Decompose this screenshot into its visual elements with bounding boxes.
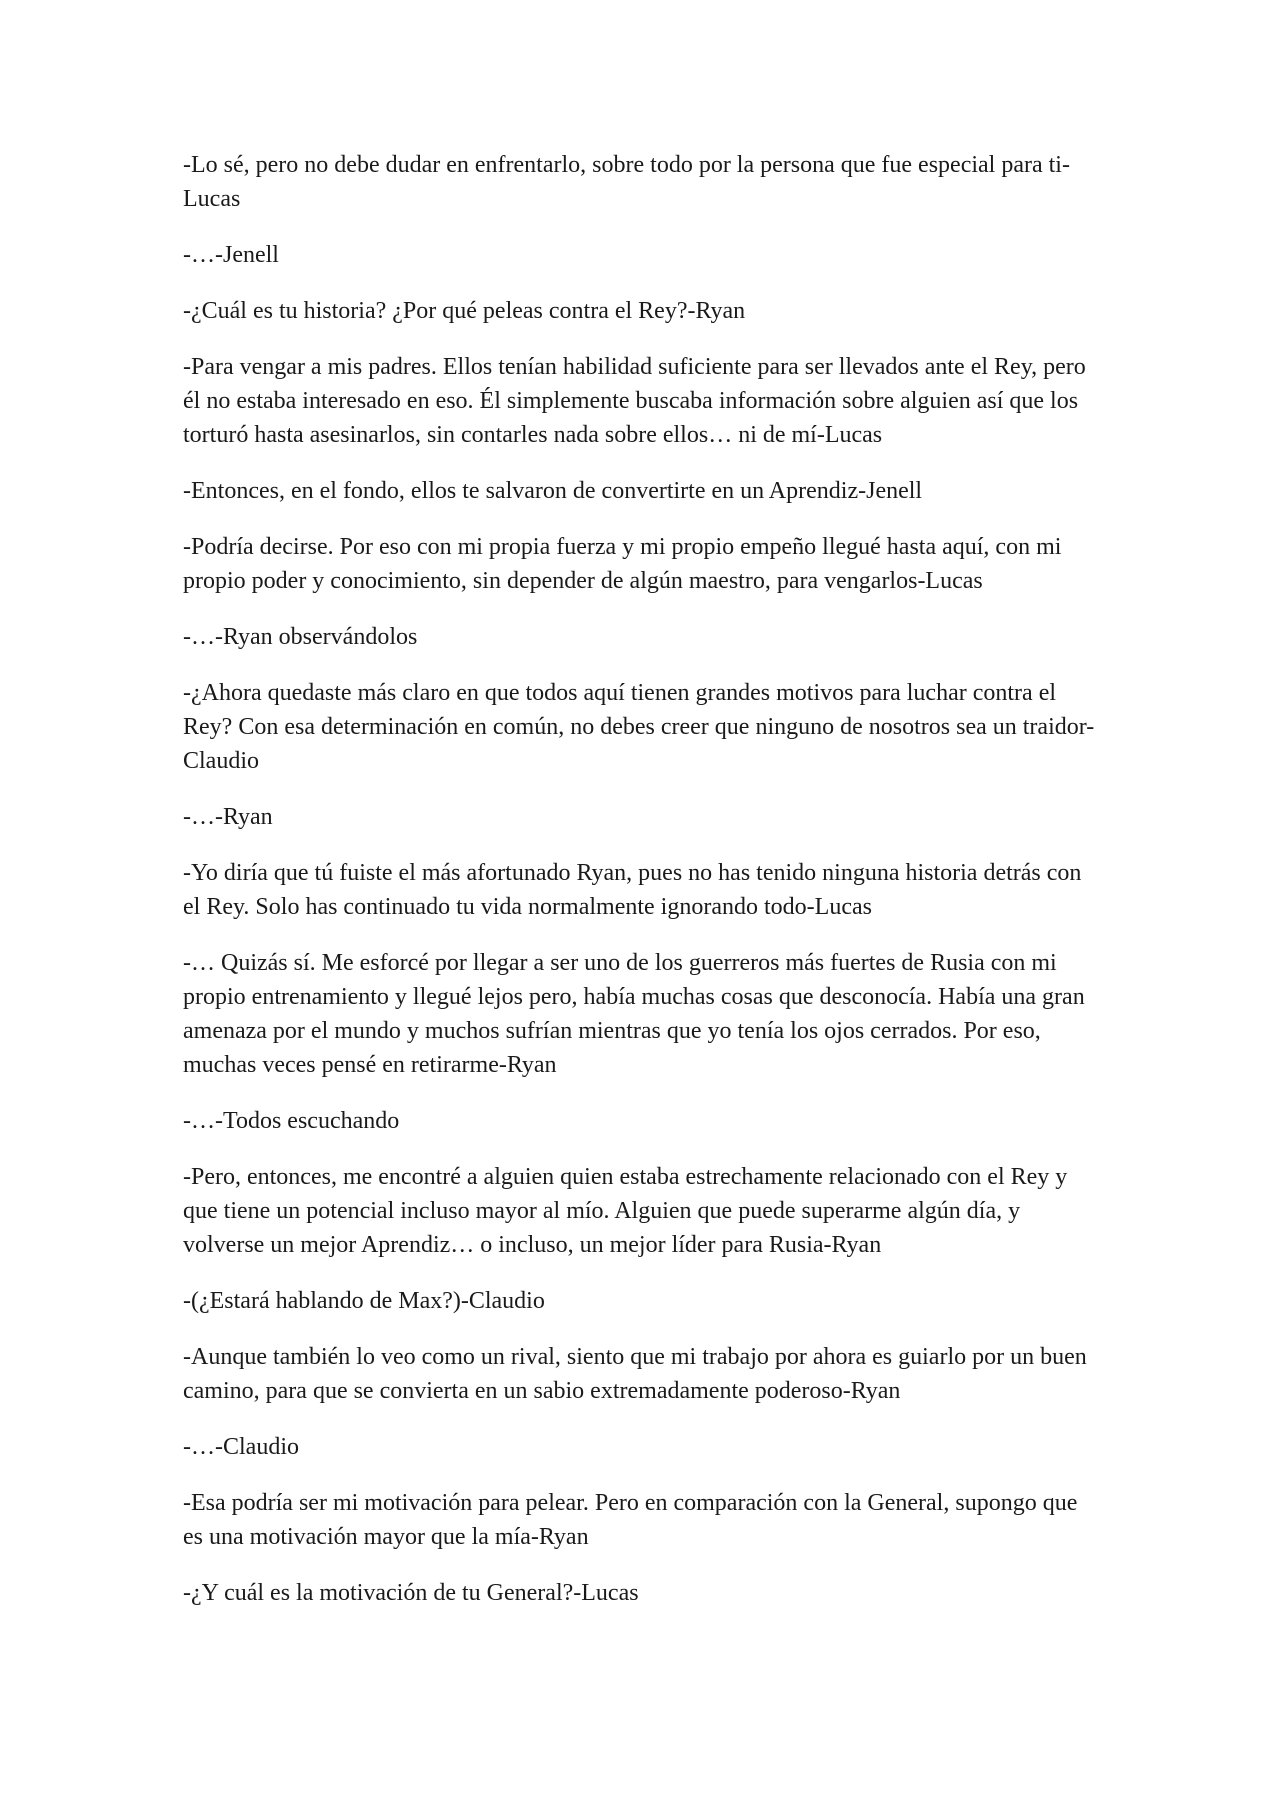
paragraph: -…-Ryan observándolos [183,624,418,650]
paragraph: -(¿Estará hablando de Max?)-Claudio [183,1288,545,1314]
paragraph: -Entonces, en el fondo, ellos te salvaron de convertirte en un Aprendiz-Jenell [183,478,923,504]
paragraph: -Para vengar a mis padres. Ellos tenían habilidad suficiente para ser llevados ante el Rey, pero él no estaba interesado en eso. Él simplemente buscaba información sobre alguien así que los torturó hasta asesinarlos, sin contarles nada sobre ellos… ni de mí-Lucas [183,354,1086,448]
paragraph: -…-Jenell [183,242,279,268]
paragraph: -Aunque también lo veo como un rival, siento que mi trabajo por ahora es guiarlo por un buen camino, para que se convierta en un sabio extremadamente poderoso-Ryan [183,1344,1087,1404]
paragraph: -¿Y cuál es la motivación de tu General?-Lucas [183,1580,639,1606]
dialogue-text [183,148,1103,1632]
paragraph: -¿Cuál es tu historia? ¿Por qué peleas contra el Rey?-Ryan [183,298,746,324]
paragraph: -Esa podría ser mi motivación para pelear. Pero en comparación con la General, supongo que es una motivación mayor que la mía-Ryan [183,1490,1078,1550]
paragraph: -…-Claudio [183,1434,299,1460]
paragraph: -… Quizás sí. Me esforcé por llegar a ser uno de los guerreros más fuertes de Rusia con mi propio entrenamiento y llegué lejos pero, había muchas cosas que desconocía. Había una gran amenaza por el mundo y muchos sufrían mientras que yo tenía los ojos cerrados. Por eso, muchas veces pensé en retirarme-Ryan [183,950,1085,1078]
paragraph: -¿Ahora quedaste más claro en que todos aquí tienen grandes motivos para luchar contra el Rey? Con esa determinación en común, no debes creer que ninguno de nosotros sea un traidor-Claudio [183,680,1095,774]
paragraph: -Podría decirse. Por eso con mi propia fuerza y mi propio empeño llegué hasta aquí, con mi propio poder y conocimiento, sin depender de algún maestro, para vengarlos-Lucas [183,534,1062,594]
paragraph: -Yo diría que tú fuiste el más afortunado Ryan, pues no has tenido ninguna historia detrás con el Rey. Solo has continuado tu vida normalmente ignorando todo-Lucas [183,860,1082,920]
paragraph: -…-Ryan [183,804,273,830]
paragraph: -…-Todos escuchando [183,1108,400,1134]
paragraph: -Pero, entonces, me encontré a alguien quien estaba estrechamente relacionado con el Rey y que tiene un potencial incluso mayor al mío. Alguien que puede superarme algún día, y volverse un mejor Aprendiz… o incluso, un mejor líder para Rusia-Ryan [183,1164,1068,1258]
paragraph: -Lo sé, pero no debe dudar en enfrentarlo, sobre todo por la persona que fue especial para ti-Lucas [183,152,1070,212]
